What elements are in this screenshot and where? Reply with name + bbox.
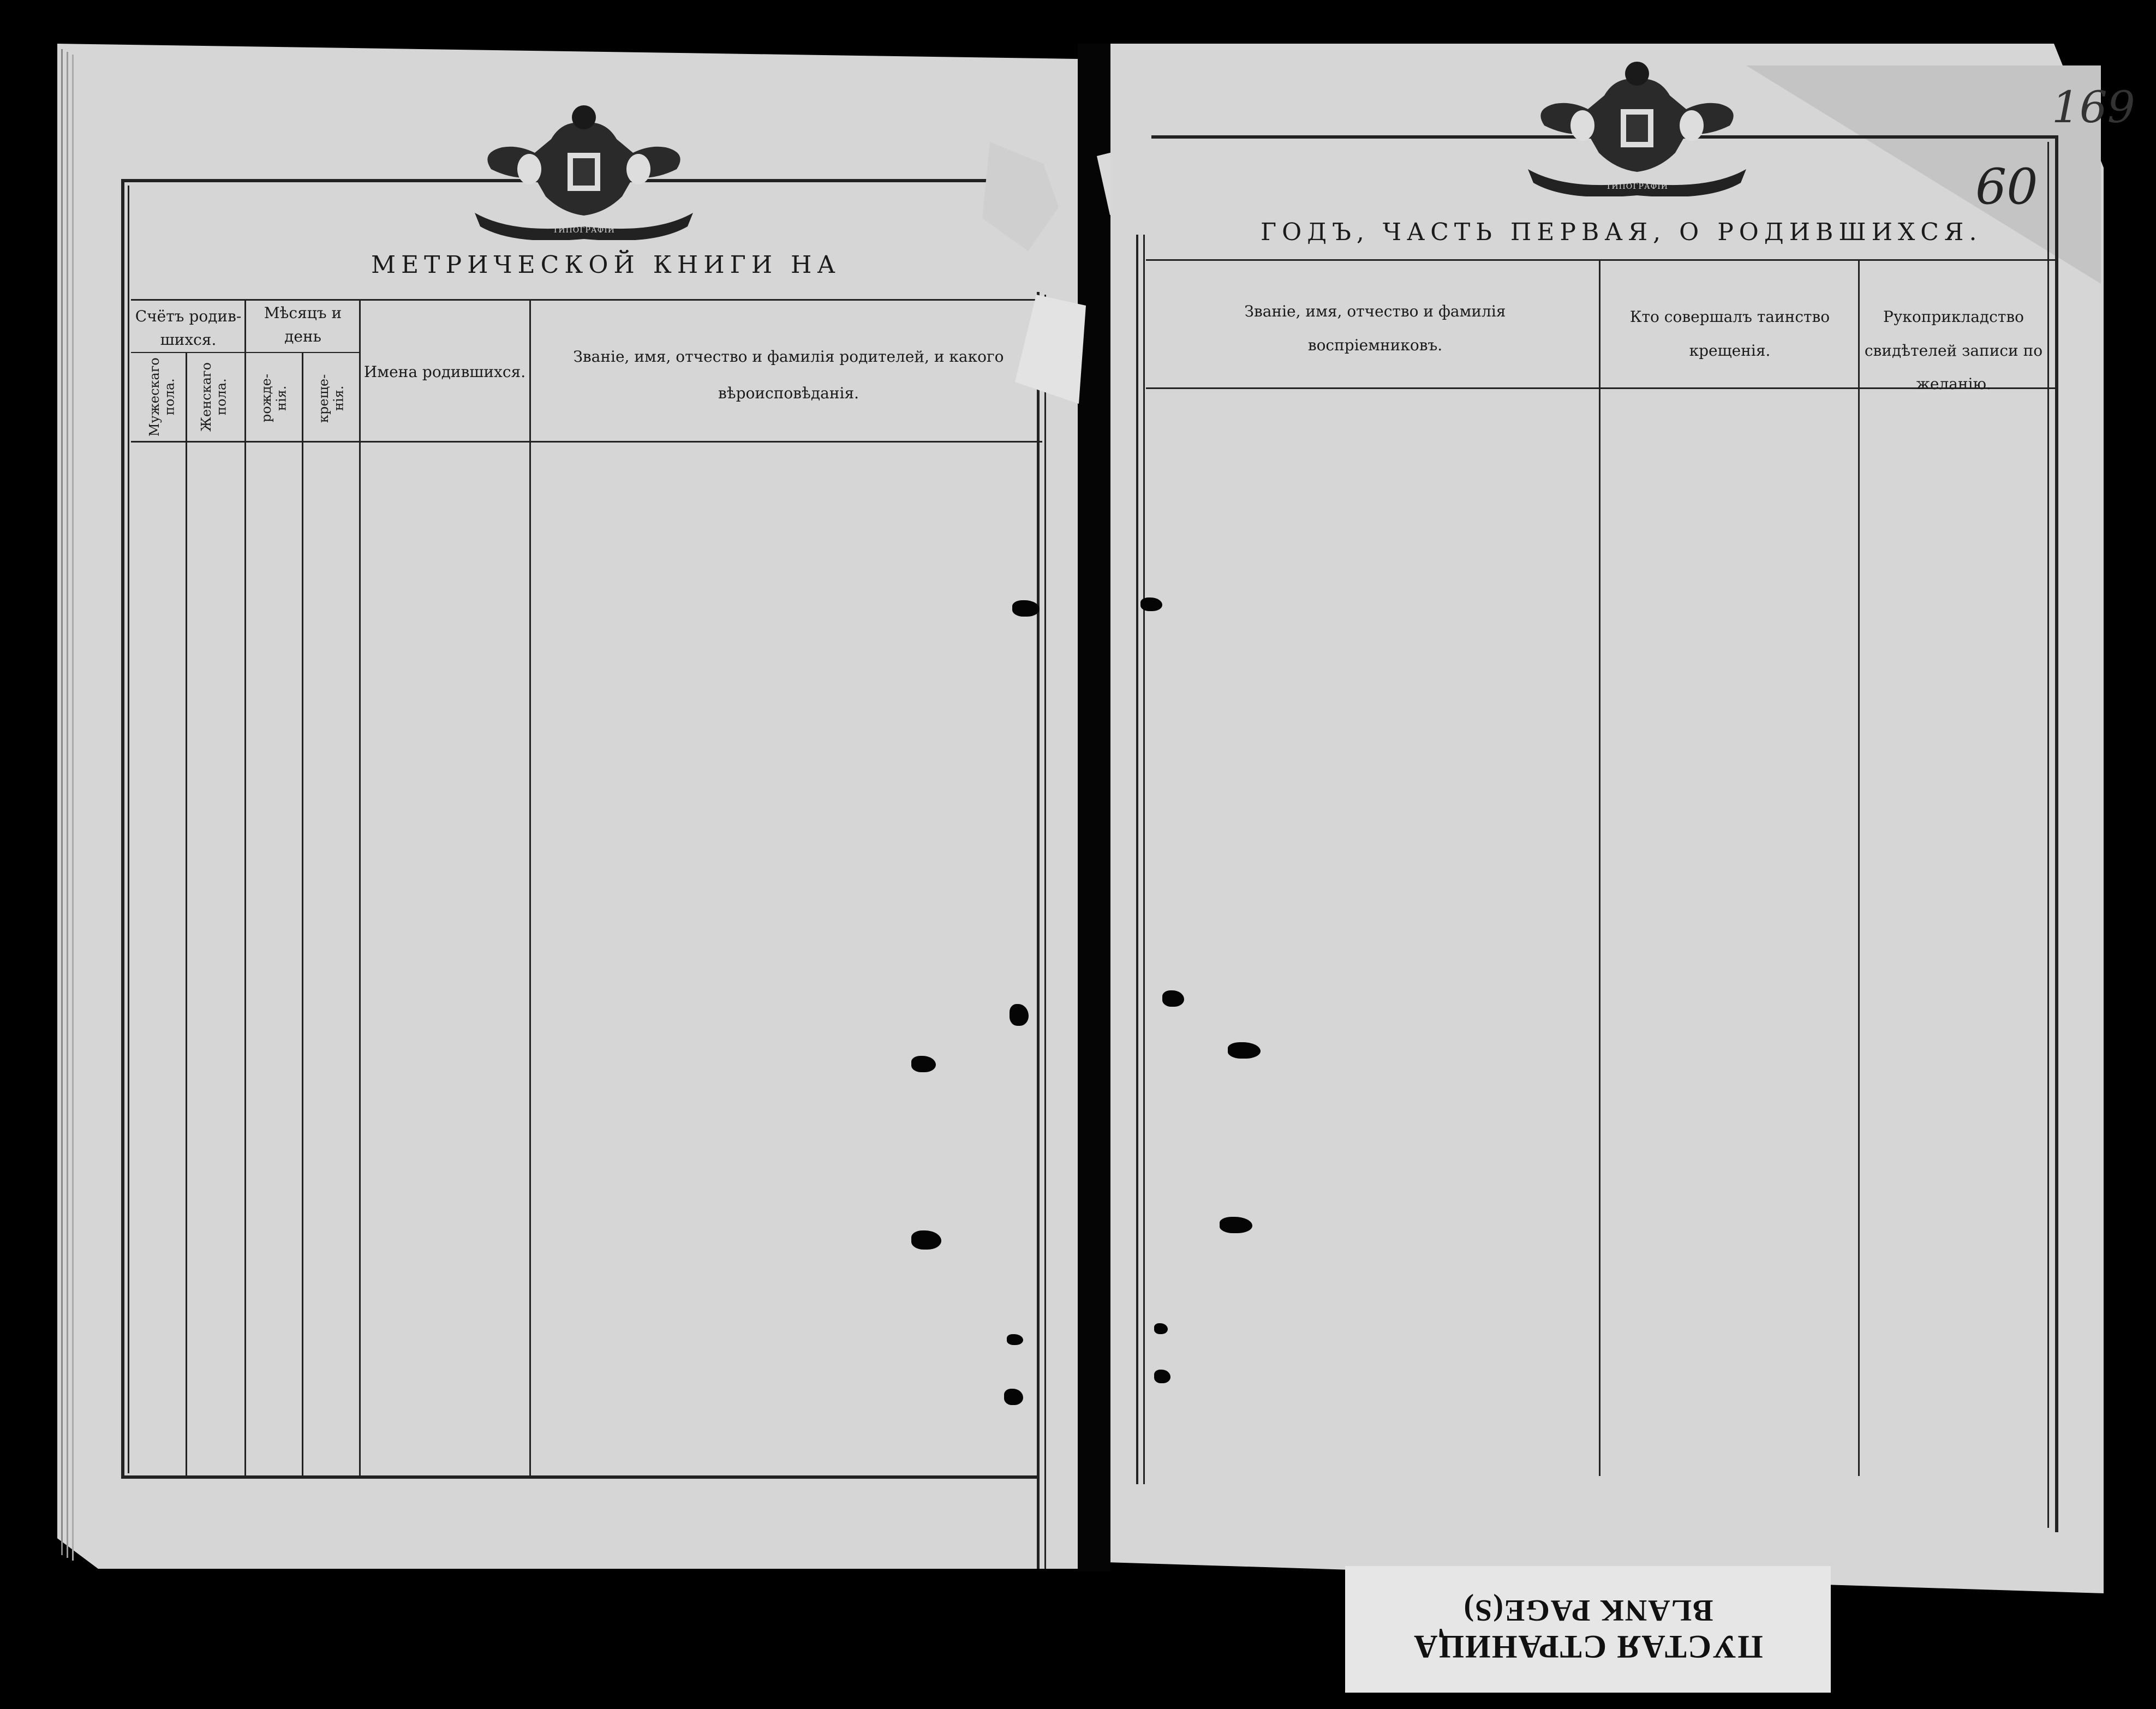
header-names: Имена родившихся. — [363, 363, 526, 381]
paper-hole — [911, 1230, 941, 1250]
frame-right — [1037, 292, 1040, 1569]
paper-hole — [1010, 1004, 1029, 1026]
paper-hole — [911, 1056, 936, 1072]
paper-hole — [1228, 1042, 1261, 1059]
paper-hole — [1004, 1389, 1023, 1405]
book-spine — [1078, 44, 1110, 1571]
header-parents: Званіе, имя, отчество и фамилія родителей, и какого вѣроисповѣданія. — [573, 348, 1004, 403]
header-baptism: креще- нія. — [316, 374, 347, 423]
frame-left — [121, 179, 124, 1478]
header-divider — [131, 441, 1042, 443]
printer-seal-text: МОСКОВСКОЙ СѵНОДАЛЬНОЙ ТИПОГРАФІИ — [512, 217, 656, 235]
page-edge — [61, 49, 63, 1555]
frame-left — [1136, 235, 1138, 1484]
frame-bottom — [121, 1475, 1038, 1479]
paper-hole — [1220, 1217, 1252, 1233]
paper-hole — [1154, 1370, 1170, 1383]
blank-page-label — [1345, 1566, 1831, 1693]
col-divider — [359, 299, 361, 1476]
paper-hole — [1140, 597, 1162, 611]
page-title-right: ГОДЪ, ЧАСТЬ ПЕРВАЯ, О РОДИВШИХСЯ. — [1261, 218, 1982, 246]
frame-left-inner — [128, 186, 129, 1473]
header-birth: рожде- нія. — [259, 374, 289, 423]
header-month-day: Мѣсяцъ и день — [264, 304, 342, 346]
col-divider — [1599, 259, 1600, 1476]
header-signatures: Рукоприкладство свидѣтелей записи по желанію. — [1864, 308, 2043, 393]
col-divider — [529, 299, 531, 1476]
col-divider — [186, 352, 187, 1476]
paper-hole — [1154, 1323, 1168, 1334]
col-divider — [1858, 259, 1860, 1476]
folio-number: 60 — [1975, 158, 2038, 216]
col-divider — [244, 299, 246, 1476]
paper-hole — [1162, 990, 1184, 1007]
header-count-male: Мужескаго пола. — [147, 357, 177, 437]
blank-page-label-en: BLANK PAGE(S) — [1462, 1593, 1713, 1628]
frame-right-inner — [2047, 142, 2049, 1528]
header-godparents: Званіе, имя, отчество и фамилія воспріемниковъ. — [1244, 302, 1506, 354]
page-edge — [67, 52, 68, 1558]
header-count: Счётъ родив- шихся. — [135, 307, 242, 349]
blank-page-label-ru: ПУСТАЯ СТРАНИЦА — [1413, 1629, 1763, 1665]
page-edge — [72, 55, 74, 1561]
frame-right — [2055, 135, 2058, 1532]
printer-seal-text: МОСКОВСКОЙ СѵНОДАЛЬНОЙ ТИПОГРАФІИ — [1565, 174, 1709, 191]
table-top-rule — [131, 299, 1042, 301]
paper-hole — [1012, 600, 1040, 617]
table-top-rule — [1146, 259, 2057, 261]
frame-left-inner — [1143, 235, 1145, 1484]
header-count-female: Женскаго пола. — [199, 362, 229, 432]
right-page — [1110, 44, 2104, 1593]
frame-right-inner — [1044, 295, 1046, 1569]
page-title-left: МЕТРИЧЕСКОЙ КНИГИ НА — [371, 251, 841, 279]
archive-number: 169 — [2052, 82, 2135, 133]
paper-hole — [1007, 1334, 1023, 1345]
col-divider — [302, 352, 303, 1476]
header-priest: Кто совершалъ таинство крещенія. — [1629, 308, 1830, 360]
